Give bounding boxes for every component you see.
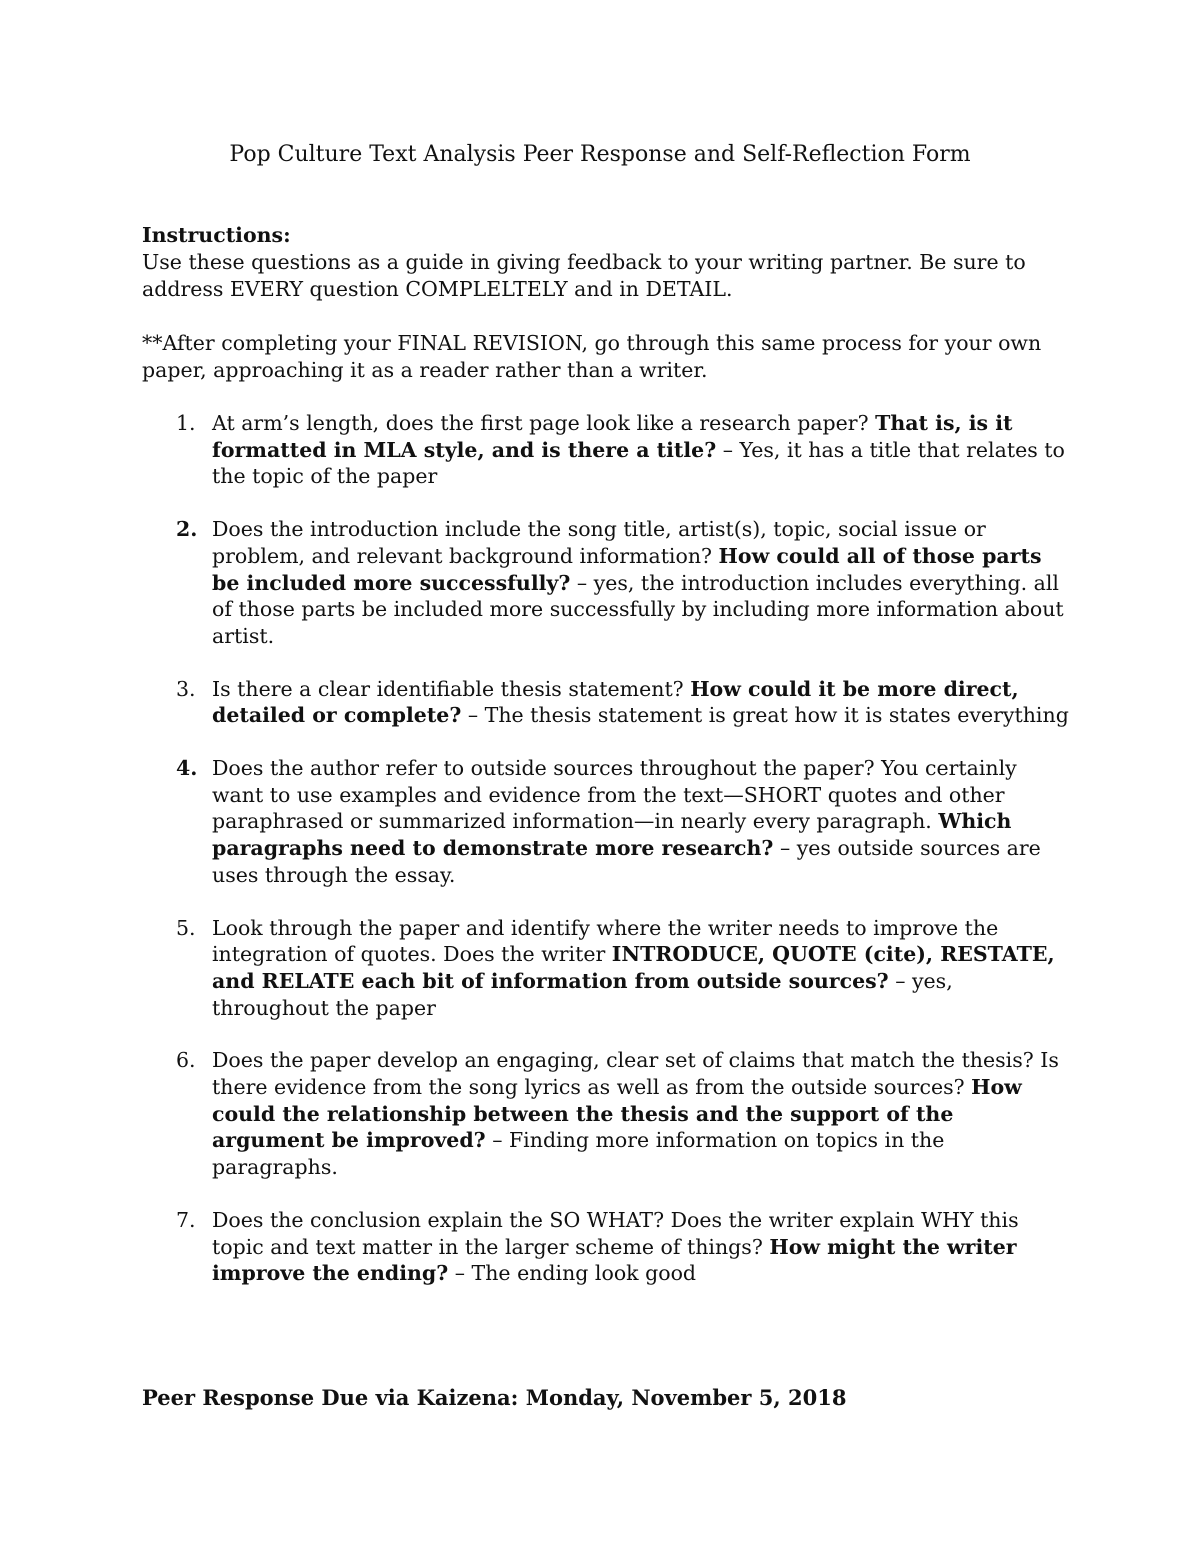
- question-prompt: INTRODUCE, QUOTE (cite), RESTATE, and RELATE each bit of information from outside sources?: [212, 942, 1055, 993]
- instructions-section: [142, 222, 1062, 303]
- question-item: [142, 1207, 1072, 1287]
- question-prompt: Which paragraphs need to demonstrate more research?: [212, 809, 1012, 861]
- question-answer: – The thesis statement is great how it is states everything: [461, 703, 1069, 728]
- question-text: Look through the paper and identify where the writer needs to improve the integration of quotes. Does the writer: [212, 915, 999, 967]
- question-answer: – Yes, it has a title that relates to the topic of the paper: [212, 437, 1065, 489]
- question-answer: – yes, throughout the paper: [212, 968, 953, 1020]
- revision-note: **After completing your FINAL REVISION, go through this same process for your own paper, approaching it as a reader rather than a writer.: [142, 331, 1042, 382]
- question-item: [142, 915, 1072, 1022]
- question-number: 4.: [176, 756, 198, 781]
- question-number: 3.: [176, 676, 196, 701]
- question-number: 2.: [176, 517, 198, 542]
- question-text: At arm’s length, does the first page look like a research paper?: [212, 411, 876, 435]
- question-prompt: How could the relationship between the thesis and the support of the argument be improved?: [212, 1075, 1022, 1153]
- question-item: [142, 516, 1072, 650]
- question-text: Does the paper develop an engaging, clear set of claims that match the thesis? Is there evidence from the song lyrics as well as from the outside sources?: [212, 1048, 1059, 1100]
- question-text: Does the conclusion explain the SO WHAT? Does the writer explain WHY this topic and text matter in the larger scheme of things?: [212, 1207, 1019, 1259]
- question-prompt: How might the writer improve the ending?: [212, 1234, 1017, 1286]
- question-item: [142, 1047, 1072, 1181]
- question-prompt: How could all of those parts be included more successfully?: [212, 543, 1042, 595]
- question-prompt: That is, is it formatted in MLA style, and is there a title?: [212, 411, 1013, 462]
- question-answer: – yes outside sources are uses through the essay.: [212, 836, 1041, 887]
- question-list: [142, 410, 1072, 1287]
- question-prompt: How could it be more direct, detailed or complete?: [212, 676, 1019, 728]
- instructions-heading: Instructions:: [142, 223, 291, 247]
- question-answer: – yes, the introduction includes everything. all of those parts be included more successfully by including more information about artist.: [212, 570, 1064, 648]
- instructions-text: Use these questions as a guide in giving feedback to your writing partner. Be sure to address EVERY question COMPLELTELY and in DETAIL.: [142, 250, 1026, 301]
- page-title: Pop Culture Text Analysis Peer Response and Self-Reflection Form: [229, 142, 971, 167]
- question-number: 6.: [176, 1048, 196, 1073]
- question-answer: – Finding more information on topics in the paragraphs.: [212, 1128, 945, 1180]
- question-number: 7.: [176, 1207, 196, 1232]
- question-text: Is there a clear identifiable thesis statement?: [212, 676, 691, 701]
- question-answer: – The ending look good: [448, 1261, 697, 1286]
- question-number: 1.: [176, 411, 196, 435]
- question-item: [142, 410, 1072, 490]
- question-text: Does the introduction include the song title, artist(s), topic, social issue or problem, and relevant background information?: [212, 517, 986, 568]
- question-item: [142, 676, 1072, 729]
- question-number: 5.: [176, 915, 196, 940]
- due-date-footer: Peer Response Due via Kaizena: Monday, November 5, 2018: [142, 1385, 847, 1410]
- question-text: Does the author refer to outside sources throughout the paper? You certainly want to use examples and evidence from the text—SHORT quotes and other paraphrased or summarized information—in nearly every paragraph.: [212, 756, 1017, 834]
- question-item: [142, 755, 1072, 889]
